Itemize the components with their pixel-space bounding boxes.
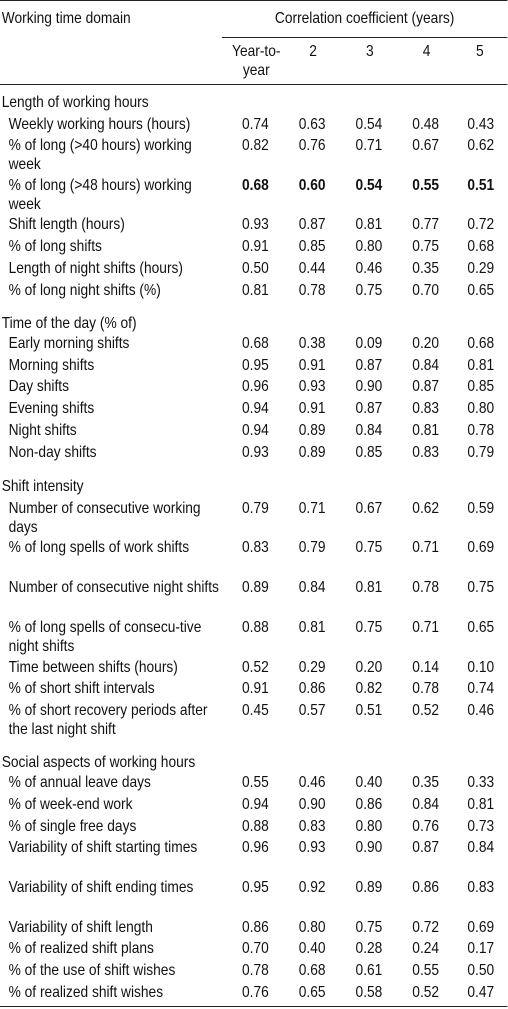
cell-value: 0.96 [242, 839, 269, 856]
cell-value: 0.81 [355, 216, 383, 233]
cell-value: 0.68 [242, 335, 269, 352]
cell-value: 0.51 [467, 177, 495, 194]
row-label: Weekly working hours (hours) [8, 116, 191, 133]
cell-value: 0.76 [242, 984, 269, 1001]
cell-value: 0.77 [412, 216, 440, 233]
row-label: % of annual leave days [8, 774, 151, 791]
cell-value: 0.87 [298, 216, 326, 233]
cell-value: 0.35 [412, 260, 440, 277]
cell-value: 0.80 [467, 400, 495, 417]
cell-value: 0.20 [355, 659, 383, 676]
cell-value: 0.78 [412, 680, 440, 697]
section-label: Shift intensity [1, 478, 84, 495]
cell-value: 0.62 [412, 500, 440, 517]
cell-value: 0.47 [467, 984, 495, 1001]
cell-value: 0.46 [467, 702, 495, 719]
cell-value: 0.43 [467, 116, 495, 133]
cell-value: 0.84 [467, 839, 495, 856]
row-label: % of long spells of consecu-tive night shifts [8, 619, 202, 655]
cell-value: 0.93 [298, 378, 326, 395]
cell-value: 0.67 [355, 500, 383, 517]
cell-value: 0.52 [412, 702, 440, 719]
cell-value: 0.40 [298, 940, 326, 957]
cell-value: 0.85 [298, 238, 326, 255]
cell-value: 0.52 [242, 659, 269, 676]
cell-value: 0.68 [298, 962, 326, 979]
cell-value: 0.54 [355, 116, 383, 133]
cell-value: 0.65 [467, 282, 495, 299]
cell-value: 0.75 [412, 238, 440, 255]
cell-value: 0.68 [242, 177, 269, 194]
cell-value: 0.87 [355, 357, 383, 374]
section-label: Time of the day (% of) [1, 315, 137, 332]
cell-value: 0.55 [412, 962, 440, 979]
cell-value: 0.90 [355, 378, 383, 395]
cell-value: 0.83 [412, 444, 440, 461]
cell-value: 0.82 [355, 680, 383, 697]
cell-value: 0.95 [242, 879, 269, 896]
cell-value: 0.80 [355, 238, 383, 255]
cell-value: 0.92 [298, 879, 326, 896]
cell-value: 0.87 [412, 378, 440, 395]
cell-value: 0.65 [298, 984, 326, 1001]
cell-value: 0.63 [298, 116, 326, 133]
cell-value: 0.74 [242, 116, 269, 133]
row-label: Number of consecutive night shifts [8, 579, 219, 596]
cell-value: 0.74 [467, 680, 495, 697]
cell-value: 0.72 [467, 216, 495, 233]
cell-value: 0.81 [242, 282, 269, 299]
cell-value: 0.68 [467, 335, 495, 352]
cell-value: 0.14 [412, 659, 440, 676]
cell-value: 0.75 [355, 919, 383, 936]
cell-value: 0.87 [355, 400, 383, 417]
cell-value: 0.91 [242, 680, 269, 697]
row-label: % of long spells of work shifts [8, 539, 190, 556]
cell-value: 0.79 [242, 500, 269, 517]
cell-value: 0.46 [298, 774, 326, 791]
cell-value: 0.61 [355, 962, 383, 979]
cell-value: 0.35 [412, 774, 440, 791]
cell-value: 0.94 [242, 796, 269, 813]
cell-value: 0.33 [467, 774, 495, 791]
cell-value: 0.79 [298, 539, 326, 556]
row-label: Non-day shifts [8, 444, 97, 461]
cell-value: 0.87 [412, 839, 440, 856]
section-label: Social aspects of working hours [1, 754, 196, 771]
cell-value: 0.75 [355, 539, 383, 556]
row-label: Variability of shift starting times [8, 839, 198, 856]
cell-value: 0.91 [298, 357, 326, 374]
cell-value: 0.85 [355, 444, 383, 461]
cell-value: 0.52 [412, 984, 440, 1001]
cell-value: 0.82 [242, 137, 269, 154]
cell-value: 0.71 [298, 500, 326, 517]
cell-value: 0.71 [355, 137, 383, 154]
cell-value: 0.29 [467, 260, 495, 277]
cell-value: 0.78 [467, 422, 495, 439]
row-label: % of short recovery periods after the last night shift [8, 702, 208, 738]
cell-value: 0.90 [298, 796, 326, 813]
row-label: % of the use of shift wishes [8, 962, 176, 979]
cell-value: 0.95 [242, 357, 269, 374]
cell-value: 0.84 [412, 357, 440, 374]
cell-value: 0.81 [467, 357, 495, 374]
row-label: % of week-end work [8, 796, 133, 813]
row-label: Night shifts [8, 422, 77, 439]
cell-value: 0.89 [242, 579, 269, 596]
cell-value: 0.70 [242, 940, 269, 957]
cell-value: 0.78 [298, 282, 326, 299]
cell-value: 0.46 [355, 260, 383, 277]
row-label: Variability of shift ending times [8, 879, 194, 896]
column-header-correlation: Correlation coefficient (years) [274, 10, 455, 27]
cell-value: 0.76 [412, 818, 440, 835]
cell-value: 0.17 [467, 940, 495, 957]
cell-value: 0.89 [298, 422, 326, 439]
cell-value: 0.67 [412, 137, 440, 154]
section-label: Length of working hours [1, 94, 149, 111]
cell-value: 0.86 [412, 879, 440, 896]
cell-value: 0.81 [298, 619, 326, 636]
cell-value: 0.59 [467, 500, 495, 517]
cell-value: 0.38 [298, 335, 326, 352]
cell-value: 0.91 [242, 238, 269, 255]
row-label: Time between shifts (hours) [8, 659, 178, 676]
row-label: % of short shift intervals [8, 680, 155, 697]
table-bottom-rule [0, 1006, 507, 1007]
cell-value: 0.50 [242, 260, 269, 277]
cell-value: 0.24 [412, 940, 440, 957]
cell-value: 0.69 [467, 919, 495, 936]
column-header-domain: Working time domain [1, 10, 131, 27]
row-label: Day shifts [8, 378, 70, 395]
cell-value: 0.58 [355, 984, 383, 1001]
cell-value: 0.55 [242, 774, 269, 791]
cell-value: 0.75 [355, 282, 383, 299]
column-header-2: 2 [309, 43, 317, 60]
cell-value: 0.83 [412, 400, 440, 417]
cell-value: 0.86 [298, 680, 326, 697]
cell-value: 0.93 [242, 216, 269, 233]
row-label: Morning shifts [8, 357, 95, 374]
cell-value: 0.10 [467, 659, 495, 676]
row-label: Number of consecutive working days [8, 500, 201, 536]
row-label: % of realized shift wishes [8, 984, 164, 1001]
cell-value: 0.73 [467, 818, 495, 835]
cell-value: 0.81 [355, 579, 383, 596]
row-label: Shift length (hours) [8, 216, 125, 233]
cell-value: 0.78 [412, 579, 440, 596]
header-bottom-rule [0, 84, 507, 85]
cell-value: 0.50 [467, 962, 495, 979]
cell-value: 0.91 [298, 400, 326, 417]
row-label: % of long (>40 hours) working week [8, 137, 192, 173]
cell-value: 0.48 [412, 116, 440, 133]
cell-value: 0.93 [298, 839, 326, 856]
cell-value: 0.83 [242, 539, 269, 556]
cell-value: 0.80 [298, 919, 326, 936]
cell-value: 0.44 [298, 260, 326, 277]
cell-value: 0.75 [355, 619, 383, 636]
row-label: % of single free days [8, 818, 137, 835]
cell-value: 0.81 [412, 422, 440, 439]
cell-value: 0.79 [467, 444, 495, 461]
cell-value: 0.57 [298, 702, 326, 719]
cell-value: 0.85 [467, 378, 495, 395]
row-label: % of long (>48 hours) working week [8, 177, 192, 213]
cell-value: 0.72 [412, 919, 440, 936]
column-header-5: 5 [476, 43, 484, 60]
row-label: % of long night shifts (%) [8, 282, 161, 299]
cell-value: 0.71 [412, 619, 440, 636]
cell-value: 0.51 [355, 702, 383, 719]
cell-value: 0.60 [298, 177, 326, 194]
cell-value: 0.86 [355, 796, 383, 813]
cell-value: 0.80 [355, 818, 383, 835]
cell-value: 0.84 [355, 422, 383, 439]
column-header-3: 3 [365, 43, 374, 60]
cell-value: 0.71 [412, 539, 440, 556]
row-label: Length of night shifts (hours) [8, 260, 183, 277]
row-label: % of realized shift plans [8, 940, 154, 957]
column-header-year-to-year: Year-to-year [232, 43, 281, 79]
cell-value: 0.54 [355, 177, 383, 194]
cell-value: 0.40 [355, 774, 383, 791]
cell-value: 0.93 [242, 444, 269, 461]
cell-value: 0.20 [412, 335, 440, 352]
cell-value: 0.28 [355, 940, 383, 957]
cell-value: 0.90 [355, 839, 383, 856]
cell-value: 0.45 [242, 702, 269, 719]
cell-value: 0.94 [242, 400, 269, 417]
cell-value: 0.62 [467, 137, 495, 154]
row-label: Evening shifts [8, 400, 95, 417]
cell-value: 0.55 [412, 177, 440, 194]
row-label: Early morning shifts [8, 335, 130, 352]
cell-value: 0.76 [298, 137, 326, 154]
column-header-4: 4 [422, 43, 431, 60]
cell-value: 0.78 [242, 962, 269, 979]
cell-value: 0.09 [355, 335, 383, 352]
cell-value: 0.84 [298, 579, 326, 596]
cell-value: 0.88 [242, 619, 269, 636]
cell-value: 0.69 [467, 539, 495, 556]
cell-value: 0.29 [298, 659, 326, 676]
cell-value: 0.81 [467, 796, 495, 813]
cell-value: 0.83 [298, 818, 326, 835]
cell-value: 0.68 [467, 238, 495, 255]
row-label: Variability of shift length [8, 919, 153, 936]
cell-value: 0.88 [242, 818, 269, 835]
cell-value: 0.84 [412, 796, 440, 813]
header-span-rule [222, 37, 508, 38]
table-top-rule [0, 0, 507, 1]
cell-value: 0.89 [298, 444, 326, 461]
cell-value: 0.96 [242, 378, 269, 395]
cell-value: 0.65 [467, 619, 495, 636]
cell-value: 0.94 [242, 422, 269, 439]
cell-value: 0.83 [467, 879, 495, 896]
cell-value: 0.86 [242, 919, 269, 936]
row-label: % of long shifts [8, 238, 102, 255]
cell-value: 0.75 [467, 579, 495, 596]
cell-value: 0.89 [355, 879, 383, 896]
cell-value: 0.70 [412, 282, 440, 299]
